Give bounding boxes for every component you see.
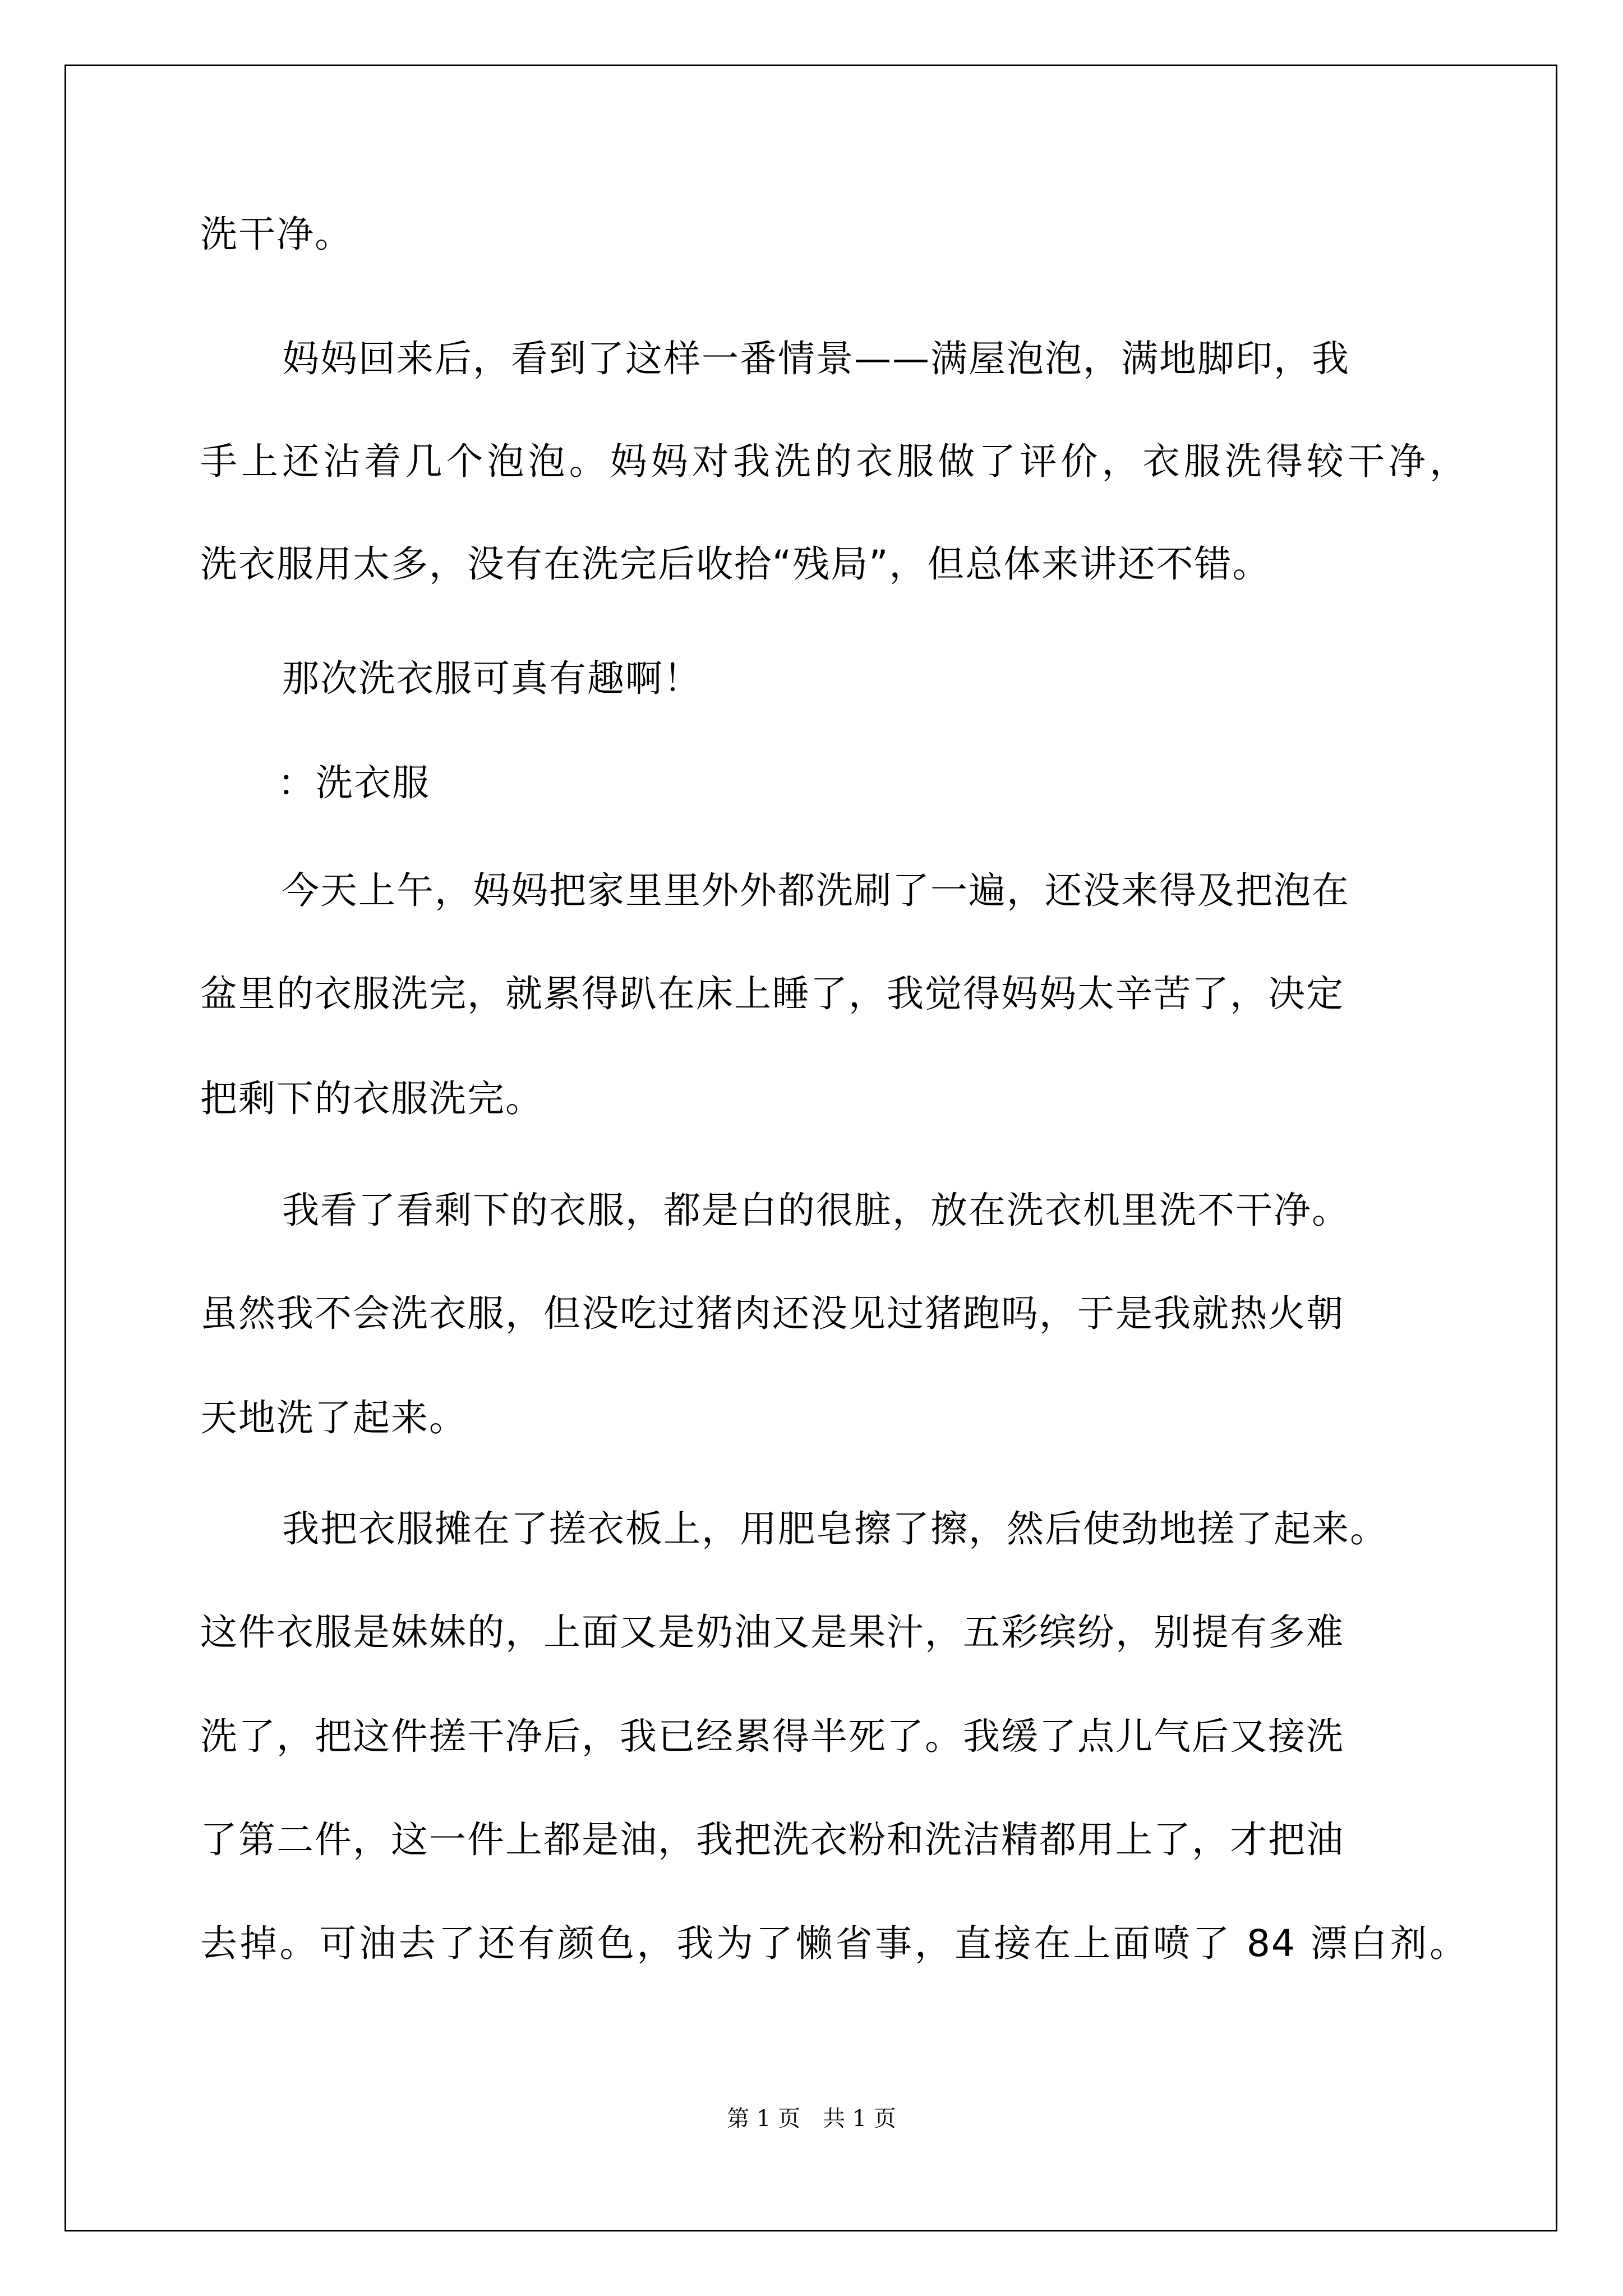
- page-border: [64, 65, 1557, 2231]
- paragraph-start-line: 妈妈回来后，看到了这样一番情景——满屋泡泡，满地脚印，我: [282, 337, 1350, 380]
- section-heading: ：洗衣服: [278, 761, 430, 804]
- text-line: 手上还沾着几个泡泡。妈妈对我洗的衣服做了评价，衣服洗得较干净，: [200, 440, 1468, 483]
- paragraph-start-line: 那次洗衣服可真有趣啊！: [282, 657, 702, 700]
- text-line: 把剩下的衣服洗完。: [200, 1077, 543, 1120]
- paragraph-start-line: 今天上午，妈妈把家里里外外都洗刷了一遍，还没来得及把泡在: [282, 869, 1350, 912]
- text-line: 盆里的衣服洗完，就累得趴在床上睡了，我觉得妈妈太辛苦了，决定: [200, 972, 1344, 1015]
- paragraph-start-line: 我把衣服摊在了搓衣板上，用肥皂擦了擦，然后使劲地搓了起来。: [282, 1507, 1388, 1550]
- text-line: 天地洗了起来。: [200, 1396, 467, 1439]
- text-line: 洗衣服用太多，没有在洗完后收拾“残局”，但总体来讲还不错。: [200, 542, 1271, 586]
- text-line: 去掉。可油去了还有颜色，我为了懒省事，直接在上面喷了 84 漂白剂。: [200, 1922, 1468, 1965]
- text-line: 虽然我不会洗衣服，但没吃过猪肉还没见过猪跑吗，于是我就热火朝: [200, 1292, 1344, 1335]
- text-line: 洗干净。: [200, 213, 353, 256]
- paragraph-start-line: 我看了看剩下的衣服，都是白的很脏，放在洗衣机里洗不干净。: [282, 1189, 1350, 1232]
- page-footer: 第 1 页 共 1 页: [727, 2106, 896, 2132]
- text-line: 了第二件，这一件上都是油，我把洗衣粉和洗洁精都用上了，才把油: [200, 1818, 1344, 1861]
- text-line: 洗了，把这件搓干净后，我已经累得半死了。我缓了点儿气后又接洗: [200, 1715, 1344, 1758]
- text-line: 这件衣服是妹妹的，上面又是奶油又是果汁，五彩缤纷，别提有多难: [200, 1611, 1344, 1654]
